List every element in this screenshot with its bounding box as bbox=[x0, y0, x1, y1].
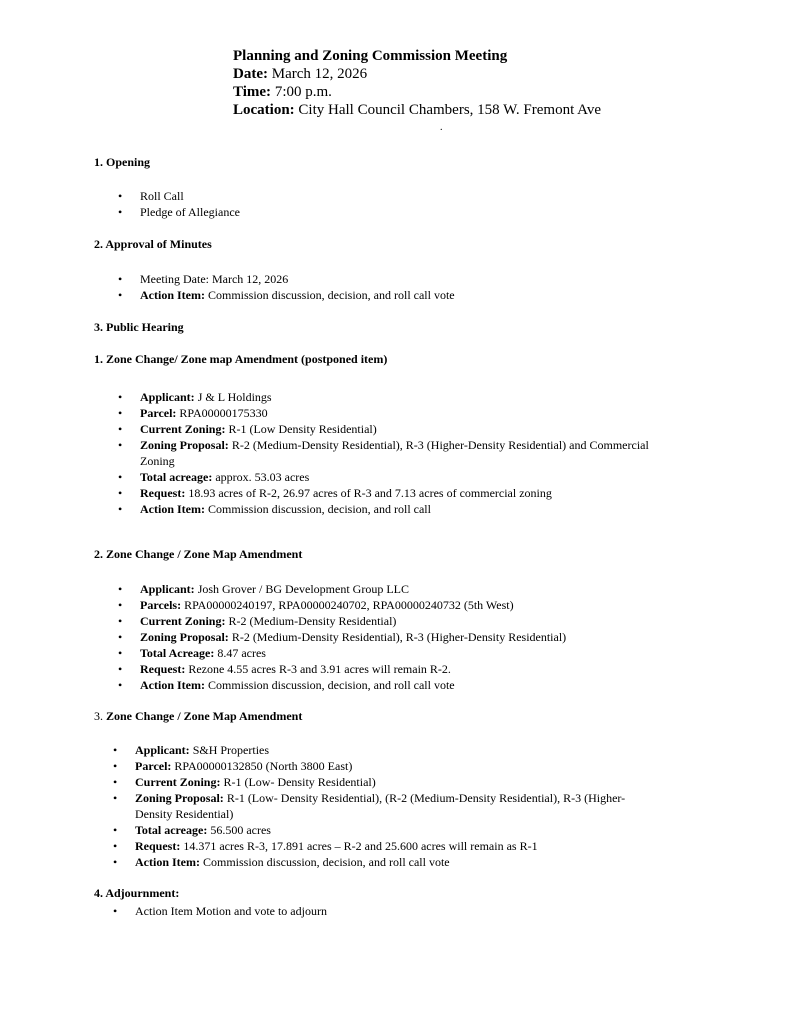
list-item: • Current Zoning: R-2 (Medium-Density Residential) bbox=[118, 614, 397, 628]
list-item: • Current Zoning: R-1 (Low Density Residential) bbox=[118, 422, 377, 436]
list-item: • Request: 18.93 acres of R-2, 26.97 acres of R-3 and 7.13 acres of commercial zoning bbox=[118, 486, 552, 500]
item1-heading: 1. Zone Change/ Zone map Amendment (postponed item) bbox=[94, 352, 388, 366]
list-item: • Current Zoning: R-1 (Low- Density Residential) bbox=[113, 775, 376, 789]
list-item: • Applicant: J & L Holdings bbox=[118, 390, 272, 404]
list-item: • Zoning Proposal: R-2 (Medium-Density Residential), R-3 (Higher-Density Residential) and Commercial Zoning bbox=[118, 438, 649, 468]
item2-heading: 2. Zone Change / Zone Map Amendment bbox=[94, 547, 303, 561]
meeting-time: Time: 7:00 p.m. bbox=[233, 84, 332, 100]
list-item: • Zoning Proposal: R-1 (Low- Density Residential), (R-2 (Medium-Density Residential), R-3 (Higher- Density Residential) bbox=[113, 791, 626, 821]
list-item: • Zoning Proposal: R-2 (Medium-Density Residential), R-3 (Higher-Density Residential) bbox=[118, 630, 567, 644]
list-item: • Action Item: Commission discussion, decision, and roll call vote bbox=[118, 678, 455, 692]
list-item: • Request: Rezone 4.55 acres R-3 and 3.91 acres will remain R-2. bbox=[118, 662, 451, 676]
section-minutes-heading: 2. Approval of Minutes bbox=[94, 237, 212, 251]
list-item: • Action Item: Commission discussion, decision, and roll call bbox=[118, 502, 431, 516]
item3-heading: 3. Zone Change / Zone Map Amendment bbox=[94, 709, 303, 723]
item2-list bbox=[118, 581, 567, 693]
list-item: • Roll Call bbox=[118, 189, 184, 203]
list-item: • Parcels: RPA00000240197, RPA00000240702, RPA00000240732 (5th West) bbox=[118, 598, 514, 612]
list-item: • Action Item Motion and vote to adjourn bbox=[113, 904, 327, 918]
list-item: • Meeting Date: March 12, 2026 bbox=[118, 272, 289, 286]
list-item: • Total Acreage: 8.47 acres bbox=[118, 646, 266, 660]
meeting-header bbox=[233, 47, 601, 119]
list-item: • Action Item: Commission discussion, decision, and roll call vote bbox=[113, 855, 450, 869]
list-item: • Request: 14.371 acres R-3, 17.891 acres – R-2 and 25.600 acres will remain as R-1 bbox=[113, 839, 538, 853]
item3-list bbox=[113, 742, 626, 870]
list-item: • Total acreage: 56.500 acres bbox=[113, 823, 271, 837]
adjournment-list bbox=[113, 903, 327, 919]
list-item: • Total acreage: approx. 53.03 acres bbox=[118, 470, 310, 484]
list-item: • Action Item: Commission discussion, decision, and roll call vote bbox=[118, 288, 455, 302]
header-dot: . bbox=[440, 122, 443, 133]
opening-list bbox=[118, 188, 240, 220]
section-opening-heading: 1. Opening bbox=[94, 155, 151, 169]
section-adjournment-heading: 4. Adjournment: bbox=[94, 886, 180, 900]
meeting-location: Location: City Hall Council Chambers, 158 W. Fremont Ave bbox=[233, 102, 602, 118]
list-item: • Applicant: S&H Properties bbox=[113, 743, 270, 757]
list-item: • Parcel: RPA00000132850 (North 3800 East) bbox=[113, 759, 353, 773]
list-item: • Pledge of Allegiance bbox=[118, 205, 240, 219]
list-item: • Applicant: Josh Grover / BG Development Group LLC bbox=[118, 582, 409, 596]
minutes-list bbox=[118, 271, 455, 303]
meeting-date: Date: March 12, 2026 bbox=[233, 66, 368, 82]
section-hearing-heading: 3. Public Hearing bbox=[94, 320, 184, 334]
meeting-title: Planning and Zoning Commission Meeting bbox=[233, 48, 508, 64]
list-item: • Parcel: RPA00000175330 bbox=[118, 406, 268, 420]
item1-list bbox=[118, 389, 649, 517]
